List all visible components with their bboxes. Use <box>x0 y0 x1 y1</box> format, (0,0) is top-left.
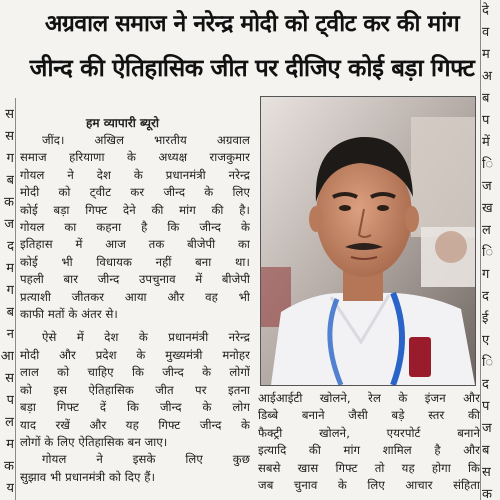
cut-text-fragment: द <box>7 239 14 254</box>
cut-text-fragment: ख <box>482 201 493 216</box>
text-line: गोयल का कहना है कि जीन्द के <box>20 220 250 235</box>
text-line: सुझाव भी प्रधानमंत्री को दिए हैं। <box>20 469 156 484</box>
cut-text-fragment: स <box>5 107 14 122</box>
cut-text-fragment: म <box>6 437 14 452</box>
cut-text-fragment: क <box>4 195 14 210</box>
cut-text-fragment: य <box>6 481 14 496</box>
cut-text-fragment: स <box>482 465 491 480</box>
cut-text-fragment: ग <box>6 283 14 298</box>
cut-text-fragment: ई <box>482 311 489 326</box>
headline-line-1: अग्रवाल समाज ने नरेन्द्र मोदी को ट्वीट कर की मांग <box>44 11 460 37</box>
column-rule-left <box>15 98 16 500</box>
cut-text-fragment: प <box>482 113 490 128</box>
text-line: कोई बड़ा गिफ्ट देने की मांग की है। <box>20 202 250 217</box>
text-line: आईआईटी खोलने, रेल के इंजन और <box>258 391 480 405</box>
cut-text-fragment: ि <box>482 355 494 370</box>
text-line: को इस ऐतिहासिक जीत पर इतना <box>20 382 250 397</box>
cut-text-fragment: ज <box>4 217 14 232</box>
article-body-left <box>20 132 250 500</box>
cut-text-fragment: म <box>482 47 490 62</box>
text-line: लाल को चाहिए कि जीन्द के लोगों <box>20 365 250 380</box>
cut-text-fragment: ल <box>482 223 491 238</box>
cut-text-fragment: प <box>482 399 490 414</box>
text-line: प्रत्याशी जीतकर आया और वह भी <box>20 289 250 304</box>
cut-text-fragment: प <box>6 393 14 408</box>
text-line: पहली बार जीन्द उपचुनाव में बीजेपी <box>20 272 250 287</box>
headline <box>22 2 482 90</box>
cut-text-fragment: म <box>6 261 14 276</box>
text-line: कोई भी विधायक नहीं बना था। <box>20 254 250 269</box>
article-body-right <box>258 390 480 500</box>
headline-line-2: जीन्द की ऐतिहासिक जीत पर दीजिए कोई बड़ा गिफ्ट <box>29 54 475 82</box>
cut-text-fragment: स <box>5 129 14 144</box>
cut-text-fragment: न <box>6 327 14 342</box>
cut-text-fragment: दे <box>482 3 489 18</box>
cut-column-right <box>482 0 500 500</box>
portrait-illustration <box>261 97 475 385</box>
cut-column-left <box>0 104 14 500</box>
cut-text-fragment: ज <box>482 421 492 436</box>
cut-text-fragment: ब <box>6 305 14 320</box>
text-line: गोयल ने देश के प्रधानमंत्री नरेन्द्र <box>20 167 250 182</box>
cut-text-fragment: ब <box>482 443 490 458</box>
cut-text-fragment: ज <box>482 179 492 194</box>
text-line: जींद। अखिल भारतीय अग्रवाल <box>42 133 250 147</box>
cut-text-fragment: में <box>482 135 490 150</box>
cut-text-fragment: द <box>482 289 489 304</box>
cut-text-fragment: ए <box>482 333 490 348</box>
cut-text-fragment: ि <box>482 157 494 172</box>
text-line: इत्यादि की मांग शामिल है और <box>258 443 480 458</box>
cut-text-fragment: अ <box>482 69 492 84</box>
text-line: गोयल ने इसके लिए कुछ <box>42 452 250 467</box>
text-line: काफी मतों के अंतर से। <box>20 307 118 322</box>
text-line: इतिहास में आज तक बीजेपी का <box>20 237 250 252</box>
cut-text-fragment: ि <box>482 245 494 260</box>
cut-text-fragment: ल <box>5 415 14 430</box>
text-line: ऐसे में देश के प्रधानमंत्री नरेन्द्र <box>42 330 250 345</box>
text-line: जब चुनाव के लिए आचार संहिता <box>258 478 480 493</box>
byline: हम व्यापारी ब्यूरो <box>86 116 160 130</box>
text-line: मोदी को ट्वीट कर जीन्द के लिए <box>20 185 250 200</box>
cut-text-fragment: व <box>482 25 490 40</box>
cut-text-fragment: क <box>482 487 492 500</box>
text-line: फैक्ट्री खोलने, एयरपोर्ट बनाने <box>258 425 480 440</box>
text-line: मोदी और प्रदेश के मुख्यमंत्री मनोहर <box>20 347 250 362</box>
text-line: याद रखें और यह गिफ्ट जीन्द के <box>20 417 250 432</box>
text-line: बड़ा गिफ्ट दें कि जीन्द के लोग <box>20 400 250 415</box>
portrait-photo <box>260 96 476 386</box>
cut-text-fragment: ब <box>482 91 490 106</box>
cut-text-fragment: ग <box>6 151 14 166</box>
text-line: सबसे खास गिफ्ट तो यह होगा कि <box>258 460 480 475</box>
text-line: लोगों के लिए ऐतिहासिक बन जाए। <box>20 434 168 449</box>
cut-text-fragment: ग <box>482 267 490 282</box>
text-line: समाज हरियाणा के अध्यक्ष राजकुमार <box>20 150 250 165</box>
cut-text-fragment: आ <box>0 349 14 364</box>
text-line: डिब्बे बनाने जैसी बड़े स्तर की <box>258 408 480 423</box>
cut-text-fragment: ब <box>6 173 14 188</box>
cut-text-fragment: द <box>482 377 489 392</box>
cut-text-fragment: क <box>4 459 14 474</box>
cut-text-fragment: स <box>5 371 14 386</box>
